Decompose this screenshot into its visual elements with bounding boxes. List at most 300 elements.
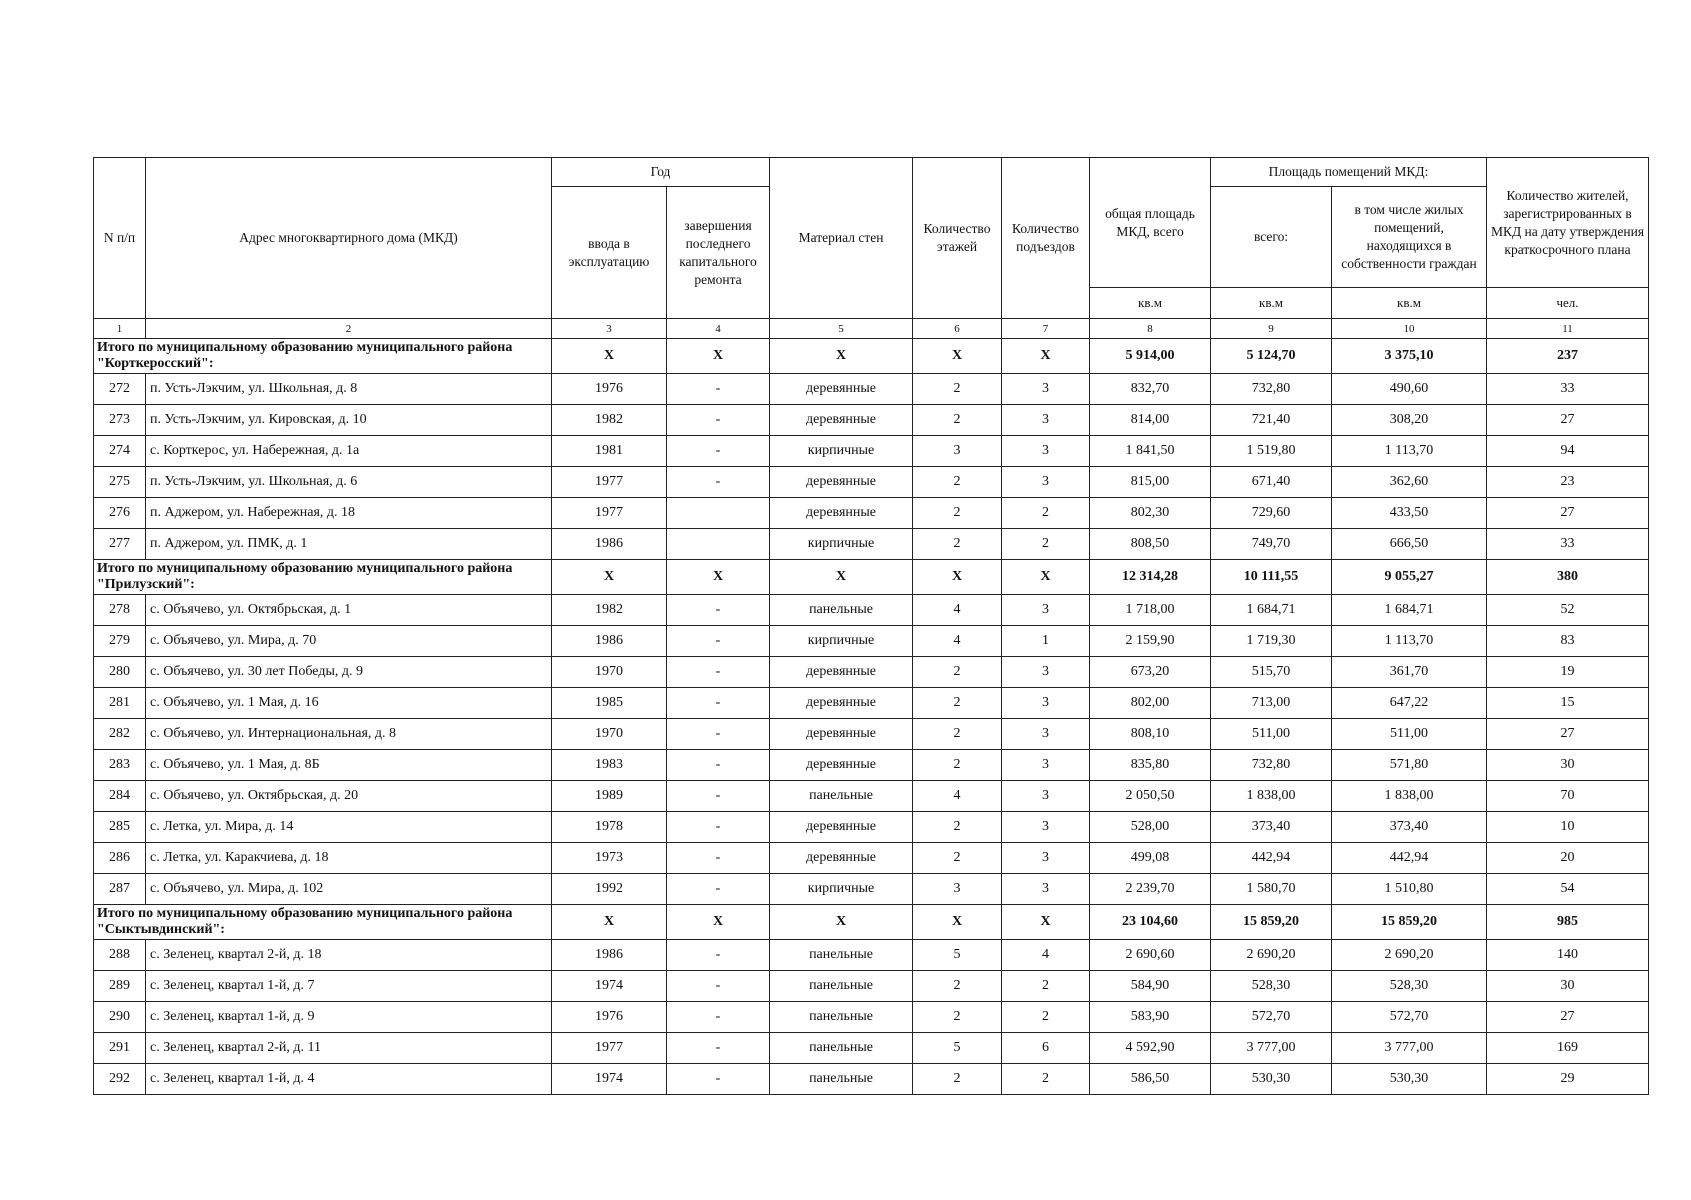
residents-cell: 70	[1487, 781, 1649, 812]
residents-cell: 10	[1487, 812, 1649, 843]
header-area-residential: в том числе жилых помещений, находящихся в собственности граждан	[1332, 187, 1487, 288]
address-cell: с. Объячево, ул. 30 лет Победы, д. 9	[146, 657, 552, 688]
year-commission-cell: 1978	[552, 812, 667, 843]
area-all-cell: 3 777,00	[1211, 1033, 1332, 1064]
table-row	[94, 971, 1649, 1002]
entrances-cell: 2	[1002, 529, 1090, 560]
address-cell: с. Корткерос, ул. Набережная, д. 1а	[146, 436, 552, 467]
year-commission-cell: 1970	[552, 657, 667, 688]
area-residential-cell: 361,70	[1332, 657, 1487, 688]
residents-cell: 54	[1487, 874, 1649, 905]
total-area-cell: 2 050,50	[1090, 781, 1211, 812]
area-residential-cell: 490,60	[1332, 374, 1487, 405]
address-cell: п. Аджером, ул. Набережная, д. 18	[146, 498, 552, 529]
wall-material-cell: панельные	[770, 1033, 913, 1064]
wall-material-cell: деревянные	[770, 405, 913, 436]
subtotal-label: Итого по муниципальному образованию муниципального района "Прилузский":	[94, 560, 552, 595]
entrances-cell: 3	[1002, 688, 1090, 719]
floors-cell: X	[913, 339, 1002, 374]
header-address: Адрес многоквартирного дома (МКД)	[146, 158, 552, 319]
area-all-cell: 732,80	[1211, 374, 1332, 405]
year-repair-cell: -	[667, 1033, 770, 1064]
floors-cell: 4	[913, 595, 1002, 626]
table-row	[94, 436, 1649, 467]
column-number: 11	[1487, 319, 1649, 339]
area-all-cell: 713,00	[1211, 688, 1332, 719]
total-area-cell: 583,90	[1090, 1002, 1211, 1033]
wall-material-cell: деревянные	[770, 657, 913, 688]
total-area-cell: 528,00	[1090, 812, 1211, 843]
area-all-cell: 442,94	[1211, 843, 1332, 874]
residents-cell: 27	[1487, 719, 1649, 750]
floors-cell: 5	[913, 1033, 1002, 1064]
wall-material-cell: панельные	[770, 971, 913, 1002]
residents-cell: 27	[1487, 405, 1649, 436]
table-row	[94, 874, 1649, 905]
area-all-cell: 721,40	[1211, 405, 1332, 436]
total-area-cell: 835,80	[1090, 750, 1211, 781]
wall-material-cell: деревянные	[770, 843, 913, 874]
area-residential-cell: 1 838,00	[1332, 781, 1487, 812]
floors-cell: 2	[913, 719, 1002, 750]
wall-material-cell: деревянные	[770, 498, 913, 529]
row-number: 282	[94, 719, 146, 750]
address-cell: с. Зеленец, квартал 2-й, д. 18	[146, 940, 552, 971]
row-number: 291	[94, 1033, 146, 1064]
year-commission-cell: 1977	[552, 498, 667, 529]
total-area-cell: 808,50	[1090, 529, 1211, 560]
year-repair-cell	[667, 529, 770, 560]
year-commission-cell: X	[552, 560, 667, 595]
year-commission-cell: 1974	[552, 971, 667, 1002]
address-cell: п. Усть-Лэкчим, ул. Школьная, д. 8	[146, 374, 552, 405]
area-residential-cell: 362,60	[1332, 467, 1487, 498]
total-area-cell: 1 718,00	[1090, 595, 1211, 626]
residents-cell: 27	[1487, 498, 1649, 529]
subtotal-row	[94, 560, 1649, 595]
residents-cell: 33	[1487, 374, 1649, 405]
column-number: 6	[913, 319, 1002, 339]
entrances-cell: 2	[1002, 498, 1090, 529]
address-cell: с. Зеленец, квартал 2-й, д. 11	[146, 1033, 552, 1064]
year-repair-cell	[667, 498, 770, 529]
table-row	[94, 529, 1649, 560]
address-cell: п. Усть-Лэкчим, ул. Школьная, д. 6	[146, 467, 552, 498]
subtotal-label: Итого по муниципальному образованию муниципального района "Сыктывдинский":	[94, 905, 552, 940]
table-body	[94, 339, 1649, 1095]
header-area-all: всего:	[1211, 187, 1332, 288]
total-area-cell: 802,30	[1090, 498, 1211, 529]
year-commission-cell: 1977	[552, 1033, 667, 1064]
year-repair-cell: -	[667, 467, 770, 498]
area-all-cell: 511,00	[1211, 719, 1332, 750]
year-commission-cell: X	[552, 905, 667, 940]
wall-material-cell: кирпичные	[770, 529, 913, 560]
table-row	[94, 626, 1649, 657]
row-number: 287	[94, 874, 146, 905]
entrances-cell: 3	[1002, 874, 1090, 905]
year-repair-cell: -	[667, 405, 770, 436]
residents-cell: 30	[1487, 750, 1649, 781]
entrances-cell: 3	[1002, 843, 1090, 874]
row-number: 279	[94, 626, 146, 657]
area-all-cell: 5 124,70	[1211, 339, 1332, 374]
table-row	[94, 1033, 1649, 1064]
area-all-cell: 530,30	[1211, 1064, 1332, 1095]
wall-material-cell: деревянные	[770, 812, 913, 843]
area-all-cell: 749,70	[1211, 529, 1332, 560]
address-cell: п. Усть-Лэкчим, ул. Кировская, д. 10	[146, 405, 552, 436]
column-number-row	[94, 319, 1649, 339]
year-repair-cell: -	[667, 626, 770, 657]
area-residential-cell: 571,80	[1332, 750, 1487, 781]
wall-material-cell: панельные	[770, 595, 913, 626]
year-repair-cell: -	[667, 374, 770, 405]
total-area-cell: 586,50	[1090, 1064, 1211, 1095]
year-commission-cell: 1986	[552, 626, 667, 657]
entrances-cell: 3	[1002, 719, 1090, 750]
year-repair-cell: -	[667, 812, 770, 843]
area-all-cell: 1 684,71	[1211, 595, 1332, 626]
table-row	[94, 940, 1649, 971]
table-row	[94, 781, 1649, 812]
row-number: 283	[94, 750, 146, 781]
year-commission-cell: 1981	[552, 436, 667, 467]
header-year-commission: ввода в эксплуатацию	[552, 187, 667, 319]
row-number: 275	[94, 467, 146, 498]
area-all-cell: 2 690,20	[1211, 940, 1332, 971]
year-repair-cell: -	[667, 843, 770, 874]
area-all-cell: 572,70	[1211, 1002, 1332, 1033]
total-area-cell: 673,20	[1090, 657, 1211, 688]
column-number: 1	[94, 319, 146, 339]
address-cell: с. Объячево, ул. Интернациональная, д. 8	[146, 719, 552, 750]
entrances-cell: 3	[1002, 595, 1090, 626]
row-number: 274	[94, 436, 146, 467]
area-residential-cell: 373,40	[1332, 812, 1487, 843]
entrances-cell: 3	[1002, 374, 1090, 405]
area-residential-cell: 3 777,00	[1332, 1033, 1487, 1064]
row-number: 284	[94, 781, 146, 812]
residents-cell: 30	[1487, 971, 1649, 1002]
residents-cell: 237	[1487, 339, 1649, 374]
area-all-cell: 729,60	[1211, 498, 1332, 529]
residents-cell: 23	[1487, 467, 1649, 498]
area-residential-cell: 530,30	[1332, 1064, 1487, 1095]
address-cell: с. Летка, ул. Мира, д. 14	[146, 812, 552, 843]
address-cell: с. Летка, ул. Каракчиева, д. 18	[146, 843, 552, 874]
year-commission-cell: 1982	[552, 595, 667, 626]
year-repair-cell: -	[667, 874, 770, 905]
floors-cell: 2	[913, 750, 1002, 781]
total-area-cell: 802,00	[1090, 688, 1211, 719]
area-residential-cell: 572,70	[1332, 1002, 1487, 1033]
total-area-cell: 12 314,28	[1090, 560, 1211, 595]
entrances-cell: X	[1002, 339, 1090, 374]
floors-cell: X	[913, 560, 1002, 595]
row-number: 285	[94, 812, 146, 843]
residents-cell: 20	[1487, 843, 1649, 874]
table-row	[94, 498, 1649, 529]
residents-cell: 52	[1487, 595, 1649, 626]
address-cell: с. Зеленец, квартал 1-й, д. 9	[146, 1002, 552, 1033]
residents-cell: 33	[1487, 529, 1649, 560]
area-all-cell: 1 580,70	[1211, 874, 1332, 905]
year-commission-cell: 1985	[552, 688, 667, 719]
entrances-cell: 3	[1002, 812, 1090, 843]
header-total-area: общая площадь МКД, всего	[1090, 158, 1211, 288]
year-repair-cell: -	[667, 1064, 770, 1095]
row-number: 281	[94, 688, 146, 719]
address-cell: с. Зеленец, квартал 1-й, д. 7	[146, 971, 552, 1002]
floors-cell: 2	[913, 812, 1002, 843]
year-repair-cell: -	[667, 688, 770, 719]
floors-cell: 2	[913, 529, 1002, 560]
entrances-cell: X	[1002, 905, 1090, 940]
year-repair-cell: -	[667, 719, 770, 750]
total-area-cell: 2 690,60	[1090, 940, 1211, 971]
area-residential-cell: 1 684,71	[1332, 595, 1487, 626]
entrances-cell: 3	[1002, 405, 1090, 436]
unit-area-residential: кв.м	[1332, 288, 1487, 319]
column-number: 4	[667, 319, 770, 339]
floors-cell: 2	[913, 843, 1002, 874]
row-number: 288	[94, 940, 146, 971]
area-all-cell: 515,70	[1211, 657, 1332, 688]
header-entrances: Количество подъездов	[1002, 158, 1090, 319]
year-repair-cell: -	[667, 781, 770, 812]
entrances-cell: 2	[1002, 1064, 1090, 1095]
year-commission-cell: X	[552, 339, 667, 374]
address-cell: с. Объячево, ул. Мира, д. 102	[146, 874, 552, 905]
table-row	[94, 750, 1649, 781]
floors-cell: 2	[913, 657, 1002, 688]
column-number: 7	[1002, 319, 1090, 339]
header-area-group: Площадь помещений МКД:	[1211, 158, 1487, 187]
year-commission-cell: 1977	[552, 467, 667, 498]
subtotal-row	[94, 905, 1649, 940]
area-all-cell: 1 838,00	[1211, 781, 1332, 812]
year-repair-cell: -	[667, 657, 770, 688]
area-all-cell: 1 719,30	[1211, 626, 1332, 657]
floors-cell: 3	[913, 436, 1002, 467]
area-residential-cell: 3 375,10	[1332, 339, 1487, 374]
address-cell: с. Объячево, ул. Октябрьская, д. 20	[146, 781, 552, 812]
year-repair-cell: -	[667, 750, 770, 781]
entrances-cell: 3	[1002, 750, 1090, 781]
table-row	[94, 1002, 1649, 1033]
wall-material-cell: кирпичные	[770, 436, 913, 467]
residents-cell: 169	[1487, 1033, 1649, 1064]
year-commission-cell: 1992	[552, 874, 667, 905]
area-all-cell: 671,40	[1211, 467, 1332, 498]
floors-cell: 3	[913, 874, 1002, 905]
year-repair-cell: X	[667, 905, 770, 940]
wall-material-cell: деревянные	[770, 750, 913, 781]
total-area-cell: 815,00	[1090, 467, 1211, 498]
residents-cell: 985	[1487, 905, 1649, 940]
row-number: 273	[94, 405, 146, 436]
wall-material-cell: панельные	[770, 781, 913, 812]
table-row	[94, 719, 1649, 750]
total-area-cell: 23 104,60	[1090, 905, 1211, 940]
year-commission-cell: 1986	[552, 529, 667, 560]
wall-material-cell: деревянные	[770, 719, 913, 750]
wall-material-cell: деревянные	[770, 374, 913, 405]
header-num: N п/п	[94, 158, 146, 319]
residents-cell: 27	[1487, 1002, 1649, 1033]
area-residential-cell: 528,30	[1332, 971, 1487, 1002]
wall-material-cell: деревянные	[770, 467, 913, 498]
area-residential-cell: 15 859,20	[1332, 905, 1487, 940]
total-area-cell: 1 841,50	[1090, 436, 1211, 467]
year-commission-cell: 1976	[552, 1002, 667, 1033]
wall-material-cell: панельные	[770, 1002, 913, 1033]
total-area-cell: 832,70	[1090, 374, 1211, 405]
address-cell: п. Аджером, ул. ПМК, д. 1	[146, 529, 552, 560]
row-number: 277	[94, 529, 146, 560]
year-commission-cell: 1976	[552, 374, 667, 405]
area-residential-cell: 1 510,80	[1332, 874, 1487, 905]
header-year-group: Год	[552, 158, 770, 187]
residents-cell: 83	[1487, 626, 1649, 657]
entrances-cell: 6	[1002, 1033, 1090, 1064]
floors-cell: 2	[913, 374, 1002, 405]
table-row	[94, 812, 1649, 843]
residents-cell: 380	[1487, 560, 1649, 595]
floors-cell: 2	[913, 405, 1002, 436]
subtotal-label: Итого по муниципальному образованию муниципального района "Корткеросский":	[94, 339, 552, 374]
area-residential-cell: 308,20	[1332, 405, 1487, 436]
wall-material-cell: кирпичные	[770, 626, 913, 657]
floors-cell: 2	[913, 688, 1002, 719]
floors-cell: 2	[913, 1002, 1002, 1033]
wall-material-cell: деревянные	[770, 688, 913, 719]
wall-material-cell: кирпичные	[770, 874, 913, 905]
wall-material-cell: X	[770, 560, 913, 595]
table-row	[94, 405, 1649, 436]
area-all-cell: 373,40	[1211, 812, 1332, 843]
row-number: 290	[94, 1002, 146, 1033]
subtotal-row	[94, 339, 1649, 374]
header-year-repair: завершения последнего капитального ремонта	[667, 187, 770, 319]
entrances-cell: 3	[1002, 781, 1090, 812]
floors-cell: 4	[913, 626, 1002, 657]
area-all-cell: 15 859,20	[1211, 905, 1332, 940]
entrances-cell: 2	[1002, 1002, 1090, 1033]
total-area-cell: 808,10	[1090, 719, 1211, 750]
area-all-cell: 10 111,55	[1211, 560, 1332, 595]
floors-cell: 5	[913, 940, 1002, 971]
area-all-cell: 528,30	[1211, 971, 1332, 1002]
column-number: 3	[552, 319, 667, 339]
row-number: 286	[94, 843, 146, 874]
floors-cell: 2	[913, 467, 1002, 498]
year-repair-cell: -	[667, 940, 770, 971]
area-residential-cell: 442,94	[1332, 843, 1487, 874]
entrances-cell: 3	[1002, 467, 1090, 498]
row-number: 289	[94, 971, 146, 1002]
year-commission-cell: 1982	[552, 405, 667, 436]
floors-cell: X	[913, 905, 1002, 940]
row-number: 276	[94, 498, 146, 529]
table-row	[94, 1064, 1649, 1095]
year-repair-cell: X	[667, 560, 770, 595]
column-number: 2	[146, 319, 552, 339]
address-cell: с. Объячево, ул. Мира, д. 70	[146, 626, 552, 657]
area-residential-cell: 511,00	[1332, 719, 1487, 750]
area-residential-cell: 9 055,27	[1332, 560, 1487, 595]
housing-table	[93, 157, 1649, 1095]
address-cell: с. Объячево, ул. Октябрьская, д. 1	[146, 595, 552, 626]
year-commission-cell: 1970	[552, 719, 667, 750]
entrances-cell: 1	[1002, 626, 1090, 657]
wall-material-cell: X	[770, 339, 913, 374]
floors-cell: 4	[913, 781, 1002, 812]
year-commission-cell: 1983	[552, 750, 667, 781]
table-row	[94, 843, 1649, 874]
wall-material-cell: панельные	[770, 1064, 913, 1095]
table-row	[94, 467, 1649, 498]
column-number: 9	[1211, 319, 1332, 339]
row-number: 278	[94, 595, 146, 626]
entrances-cell: 3	[1002, 436, 1090, 467]
total-area-cell: 2 159,90	[1090, 626, 1211, 657]
row-number: 272	[94, 374, 146, 405]
total-area-cell: 814,00	[1090, 405, 1211, 436]
total-area-cell: 4 592,90	[1090, 1033, 1211, 1064]
unit-total-area: кв.м	[1090, 288, 1211, 319]
table-row	[94, 688, 1649, 719]
area-residential-cell: 1 113,70	[1332, 626, 1487, 657]
column-number: 5	[770, 319, 913, 339]
row-number: 292	[94, 1064, 146, 1095]
entrances-cell: 3	[1002, 657, 1090, 688]
table-row	[94, 657, 1649, 688]
floors-cell: 2	[913, 971, 1002, 1002]
wall-material-cell: X	[770, 905, 913, 940]
area-residential-cell: 666,50	[1332, 529, 1487, 560]
column-number: 8	[1090, 319, 1211, 339]
entrances-cell: 2	[1002, 971, 1090, 1002]
header-residents: Количество жителей, зарегистрированных в МКД на дату утверждения краткосрочного плана	[1487, 158, 1649, 288]
unit-residents: чел.	[1487, 288, 1649, 319]
floors-cell: 2	[913, 498, 1002, 529]
table-header	[94, 158, 1649, 339]
header-wall: Материал стен	[770, 158, 913, 319]
residents-cell: 94	[1487, 436, 1649, 467]
area-residential-cell: 1 113,70	[1332, 436, 1487, 467]
year-commission-cell: 1974	[552, 1064, 667, 1095]
total-area-cell: 584,90	[1090, 971, 1211, 1002]
header-floors: Количество этажей	[913, 158, 1002, 319]
residents-cell: 15	[1487, 688, 1649, 719]
area-all-cell: 732,80	[1211, 750, 1332, 781]
document-sheet	[93, 157, 1648, 1095]
residents-cell: 19	[1487, 657, 1649, 688]
entrances-cell: 4	[1002, 940, 1090, 971]
total-area-cell: 499,08	[1090, 843, 1211, 874]
residents-cell: 140	[1487, 940, 1649, 971]
floors-cell: 2	[913, 1064, 1002, 1095]
unit-area-all: кв.м	[1211, 288, 1332, 319]
year-commission-cell: 1973	[552, 843, 667, 874]
address-cell: с. Объячево, ул. 1 Мая, д. 8Б	[146, 750, 552, 781]
total-area-cell: 5 914,00	[1090, 339, 1211, 374]
address-cell: с. Объячево, ул. 1 Мая, д. 16	[146, 688, 552, 719]
table-row	[94, 374, 1649, 405]
year-repair-cell: -	[667, 971, 770, 1002]
